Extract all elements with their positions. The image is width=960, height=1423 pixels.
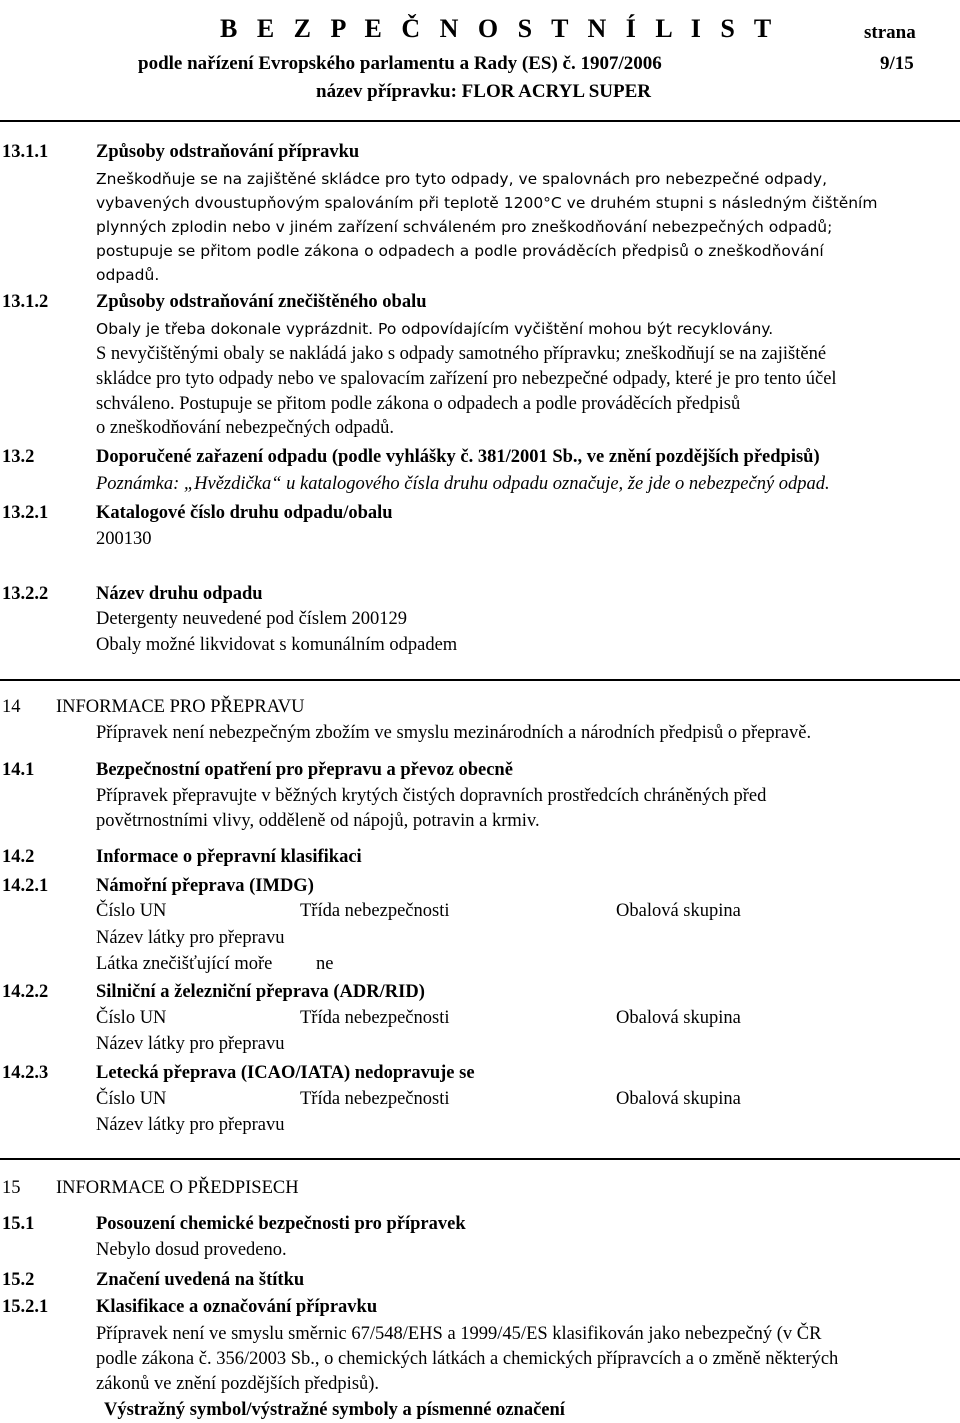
section-number: 13.1.1: [2, 142, 49, 162]
section-title: Klasifikace a označování přípravku: [96, 1297, 378, 1317]
section-title: Bezpečnostní opatření pro přepravu a převoz obecně: [96, 760, 513, 780]
product-name: název přípravku: FLOR ACRYL SUPER: [316, 81, 652, 102]
page-label: strana: [864, 22, 916, 43]
shipping-name-label: Název látky pro přepravu: [96, 928, 285, 948]
section-number: 14.2.1: [2, 876, 49, 896]
regulation-reference: podle nařízení Evropského parlamentu a Rady (ES) č. 1907/2006: [138, 53, 662, 74]
section-title: Doporučené zařazení odpadu (podle vyhlášky č. 381/2001 Sb., ve znění pozdějších předpisů): [96, 447, 820, 467]
text-line: Přípravek není ve smyslu směrnic 67/548/EHS a 1999/45/ES klasifikován jako nebezpečný (v ČR: [96, 1324, 822, 1344]
text-line: odpadů.: [96, 266, 160, 284]
section-number: 13.2.1: [2, 503, 49, 523]
shipping-name-label: Název látky pro přepravu: [96, 1034, 285, 1054]
text-line: Zneškodňuje se na zajištěné skládce pro tyto odpady, ve spalovnách pro nebezpečné odpady,: [96, 170, 827, 188]
section-divider: [0, 1158, 960, 1160]
text-line: povětrnostními vlivy, odděleně od nápojů, potravin a krmiv.: [96, 811, 540, 831]
page-number: 9/15: [880, 53, 914, 74]
text-line: schváleno. Postupuje se přitom podle zákona o odpadech a podle prováděcích předpisů: [96, 394, 741, 414]
text-line: S nevyčištěnými obaly se nakládá jako s odpady samotného přípravku; zneškodňují se na zajištěné: [96, 344, 827, 364]
marine-pollutant-label: Látka znečišťující moře: [96, 954, 273, 974]
section-title: Posouzení chemické bezpečnosti pro přípravek: [96, 1214, 466, 1234]
waste-catalogue-number: 200130: [96, 529, 152, 549]
text-line: postupuje se přitom podle zákona o odpadech a podle prováděcích předpisů o zneškodňování: [96, 242, 824, 260]
section-title: Způsoby odstraňování znečištěného obalu: [96, 292, 427, 312]
text-line: podle zákona č. 356/2003 Sb., o chemických látkách a chemických přípravcích a o změně některých: [96, 1349, 839, 1369]
document-title: B E Z P E Č N O S T N Í L I S T: [220, 14, 778, 43]
text-line: plynných zplodin nebo v jiném zařízení schváleném pro zneškodňování nebezpečných odpadů;: [96, 218, 833, 236]
section-number: 13.2.2: [2, 584, 49, 604]
section-title: Námořní přeprava (IMDG): [96, 876, 314, 896]
hazard-class-label: Třída nebezpečnosti: [300, 1089, 450, 1109]
text-line: zákonů ve znění pozdějších předpisů).: [96, 1374, 380, 1394]
section-number: 14: [2, 697, 21, 717]
section-number: 15.1: [2, 1214, 35, 1234]
asterisk-note: Poznámka: „Hvězdička“ u katalogového čísla druhu odpadu označuje, že jde o nebezpečný odpad.: [96, 474, 830, 494]
text-line: Obaly je třeba dokonale vyprázdnit. Po odpovídajícím vyčištění mohou být recyklovány.: [96, 320, 774, 338]
section-title: Informace o přepravní klasifikaci: [96, 847, 362, 867]
section-number: 14.2: [2, 847, 35, 867]
shipping-name-label: Název látky pro přepravu: [96, 1115, 285, 1135]
section-number: 15: [2, 1178, 21, 1198]
text-line: o zneškodňování nebezpečných odpadů.: [96, 418, 394, 438]
section-title: Letecká přeprava (ICAO/IATA) nedopravuje se: [96, 1063, 475, 1083]
section-title: Silniční a železniční přeprava (ADR/RID): [96, 982, 425, 1002]
section-title: Katalogové číslo druhu odpadu/obalu: [96, 503, 393, 523]
text-line: vybavených dvoustupňovým spalováním při teplotě 1200°C ve druhém stupni s následným čištěním: [96, 194, 878, 212]
section-number: 14.2.3: [2, 1063, 49, 1083]
section-title: Název druhu odpadu: [96, 584, 263, 604]
text-line: Detergenty neuvedené pod číslem 200129: [96, 609, 407, 629]
section-number: 15.2: [2, 1270, 35, 1290]
hazard-symbols-heading: Výstražný symbol/výstražné symboly a písmenné označení: [104, 1400, 565, 1420]
packing-group-label: Obalová skupina: [616, 1089, 741, 1109]
text-line: Obaly možné likvidovat s komunálním odpadem: [96, 635, 458, 655]
un-number-label: Číslo UN: [96, 901, 167, 921]
section-heading: INFORMACE O PŘEDPISECH: [56, 1178, 299, 1198]
text-line: Přípravek přepravujte v běžných krytých čistých dopravních prostředcích chráněných před: [96, 786, 767, 806]
section-number: 14.2.2: [2, 982, 49, 1002]
un-number-label: Číslo UN: [96, 1008, 167, 1028]
section-number: 15.2.1: [2, 1297, 49, 1317]
text-line: skládce pro tyto odpady nebo ve spalovacím zařízení pro nebezpečné odpady, které je pro tento účel: [96, 369, 837, 389]
section-title: Způsoby odstraňování přípravku: [96, 142, 360, 162]
text-line: Nebylo dosud provedeno.: [96, 1240, 287, 1260]
section-title: Značení uvedená na štítku: [96, 1270, 305, 1290]
hazard-class-label: Třída nebezpečnosti: [300, 1008, 450, 1028]
packing-group-label: Obalová skupina: [616, 901, 741, 921]
section-divider: [0, 679, 960, 681]
section-heading: INFORMACE PRO PŘEPRAVU: [56, 697, 305, 717]
section-number: 13.1.2: [2, 292, 49, 312]
marine-pollutant-value: ne: [316, 954, 334, 974]
text-line: Přípravek není nebezpečným zbožím ve smyslu mezinárodních a národních předpisů o přepravě.: [96, 723, 812, 743]
section-number: 13.2: [2, 447, 35, 467]
header-divider: [0, 120, 960, 122]
section-number: 14.1: [2, 760, 35, 780]
un-number-label: Číslo UN: [96, 1089, 167, 1109]
packing-group-label: Obalová skupina: [616, 1008, 741, 1028]
hazard-class-label: Třída nebezpečnosti: [300, 901, 450, 921]
